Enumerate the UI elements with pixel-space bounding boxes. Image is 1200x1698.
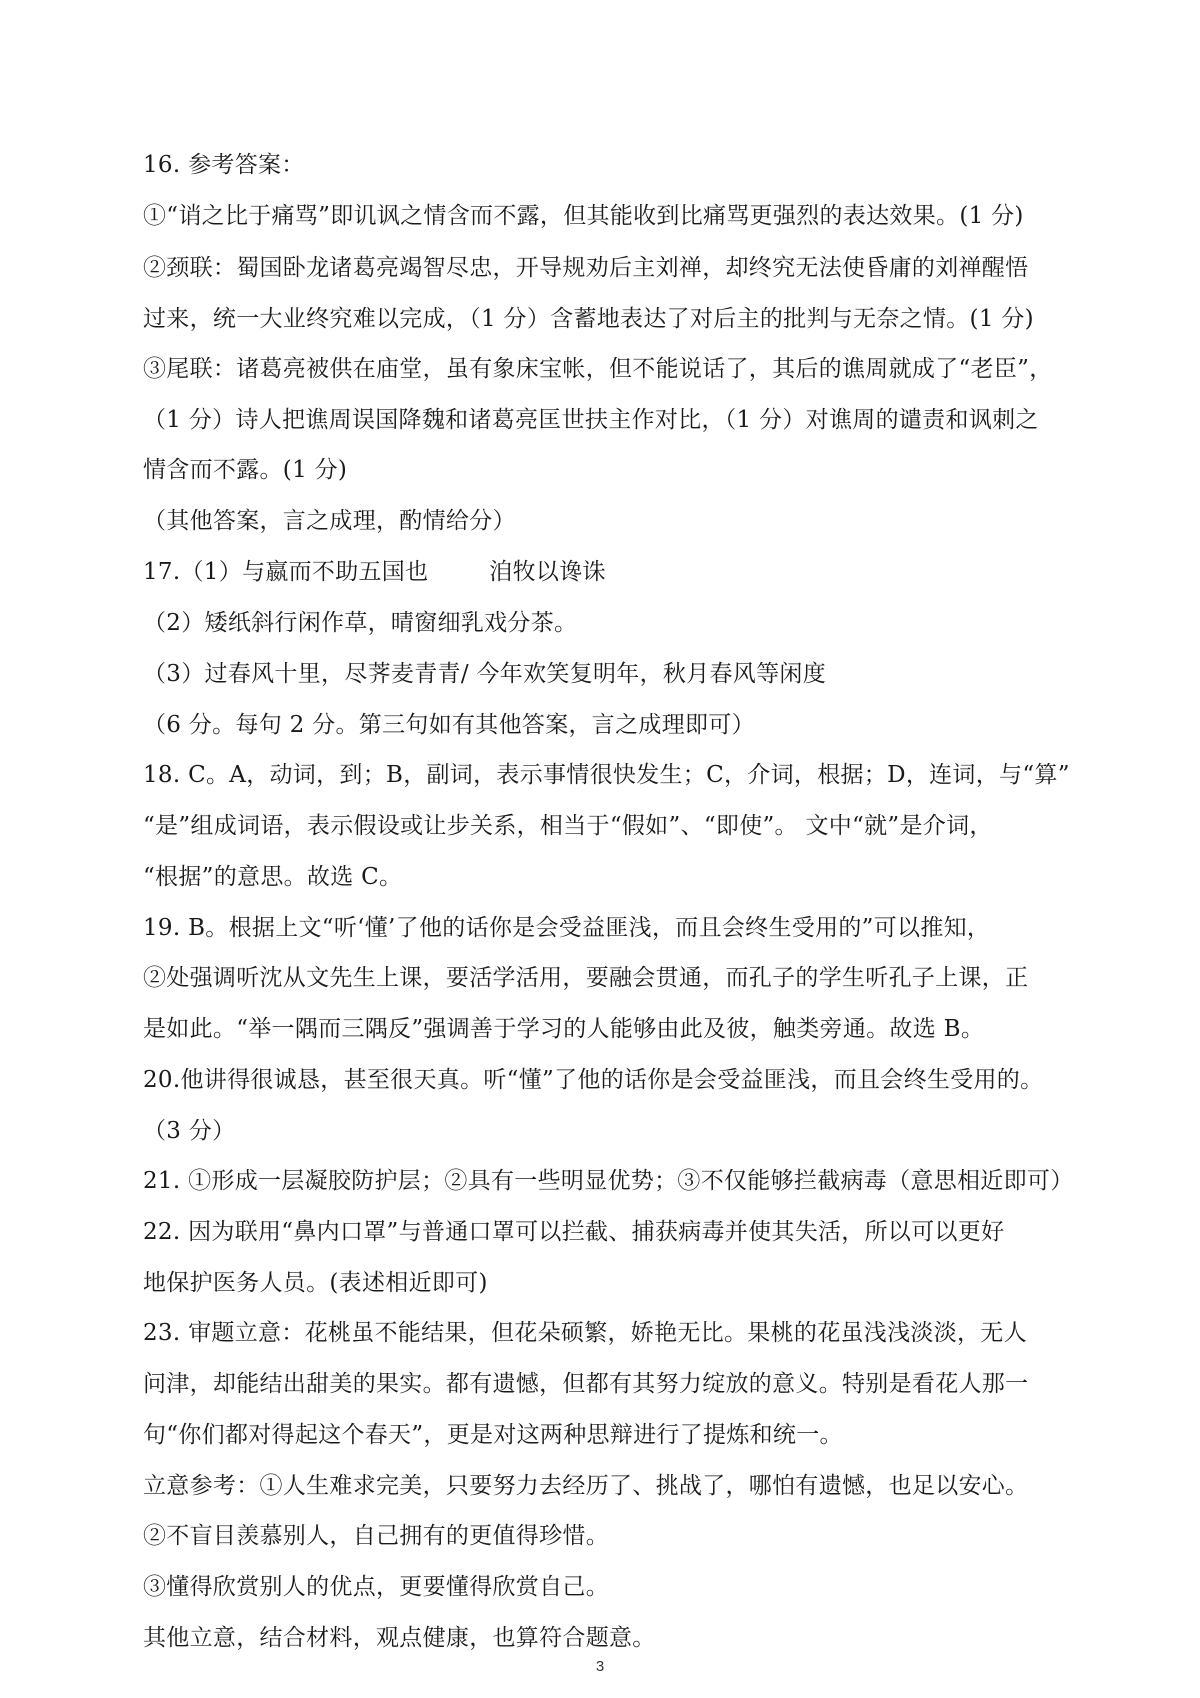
answer-line: 19. B。根据上文“听‘懂’了他的话你是会受益匪浅，而且会终生受用的”可以推知， bbox=[143, 915, 991, 941]
answer-line: 地保护医务人员。(表述相近即可) bbox=[143, 1270, 488, 1296]
answer-line: （3 分） bbox=[143, 1118, 236, 1144]
answer-line: ②颈联：蜀国卧龙诸葛亮竭智尽忠，开导规劝后主刘禅，却终究无法使昏庸的刘禅醒悟 bbox=[143, 255, 1029, 281]
answer-line: 22. 因为联用“鼻内口罩”与普通口罩可以拦截、捕获病毒并使其失活，所以可以更好 bbox=[143, 1219, 1005, 1245]
answer-line: 句“你们都对得起这个春天”，更是对这两种思辩进行了提炼和统一。 bbox=[143, 1422, 843, 1448]
answer-line: “是”组成词语，表示假设或让步关系，相当于“假如”、“即使”。 文中“就”是介词， bbox=[143, 813, 993, 839]
answer-line: 20.他讲得很诚恳，甚至很天真。听“懂”了他的话你是会受益匪浅，而且会终生受用的。 bbox=[143, 1067, 1044, 1093]
answer-line: （其他答案，言之成理，酌情给分） bbox=[143, 508, 516, 534]
answer-line: 立意参考：①人生难求完美，只要努力去经历了、挑战了，哪怕有遗憾，也足以安心。 bbox=[143, 1473, 1029, 1499]
answer-line: ①“诮之比于痛骂”即讥讽之情含而不露，但其能收到比痛骂更强烈的表达效果。(1 分) bbox=[143, 203, 1024, 229]
answer-line: 是如此。“举一隅而三隅反”强调善于学习的人能够由此及彼，触类旁通。故选 B。 bbox=[143, 1016, 985, 1042]
answer-line: 过来，统一大业终究难以完成，（1 分）含蓄地表达了对后主的批判与无奈之情。(1 分) bbox=[143, 306, 1034, 332]
answer-line: 16. 参考答案： bbox=[143, 152, 305, 178]
answer-line: 情含而不露。(1 分) bbox=[143, 457, 348, 483]
answer-line: 23. 审题立意：花桃虽不能结果，但花朵硕繁，娇艳无比。果桃的花虽浅浅淡淡，无人 bbox=[143, 1320, 1027, 1346]
answer-line: 其他立意，结合材料，观点健康，也算符合题意。 bbox=[143, 1625, 656, 1651]
answer-line: （2）矮纸斜行闲作草，晴窗细乳戏分茶。 bbox=[143, 610, 578, 636]
answer-line: “根据”的意思。故选 C。 bbox=[143, 864, 403, 890]
answer-line: ②不盲目羡慕别人，自己拥有的更值得珍惜。 bbox=[143, 1523, 609, 1549]
answer-line: （1 分）诗人把谯周误国降魏和诸葛亮匡世扶主作对比，（1 分）对谯周的谴责和讽刺之 bbox=[143, 407, 1039, 433]
answer-line: ③懂得欣赏别人的优点，更要懂得欣赏自己。 bbox=[143, 1574, 609, 1600]
page-number: 3 bbox=[595, 1658, 605, 1675]
answer-line: 18. C。A，动词，到；B，副词，表示事情很快发生；C，介词，根据；D，连词，与“算” bbox=[143, 762, 1070, 788]
answer-line: 21. ①形成一层凝胶防护层；②具有一些明显优势；③不仅能够拦截病毒（意思相近即可） bbox=[143, 1168, 1074, 1194]
answer-line: 问津，却能结出甜美的果实。都有遗憾，但都有其努力绽放的意义。特别是看花人那一 bbox=[143, 1371, 1029, 1397]
answer-line: （3）过春风十里，尽荠麦青青/ 今年欢笑复明年，秋月春风等闲度 bbox=[143, 661, 826, 687]
answer-line: ②处强调听沈从文先生上课，要活学活用，要融会贯通，而孔子的学生听孔子上课，正 bbox=[143, 965, 1029, 991]
answer-line: （6 分。每句 2 分。第三句如有其他答案，言之成理即可） bbox=[143, 712, 755, 738]
answer-line: 17.（1）与嬴而不助五国也 洎牧以谗诛 bbox=[143, 559, 606, 585]
answer-line: ③尾联：诸葛亮被供在庙堂，虽有象床宝帐，但不能说话了，其后的谯周就成了“老臣”， bbox=[143, 356, 1053, 382]
